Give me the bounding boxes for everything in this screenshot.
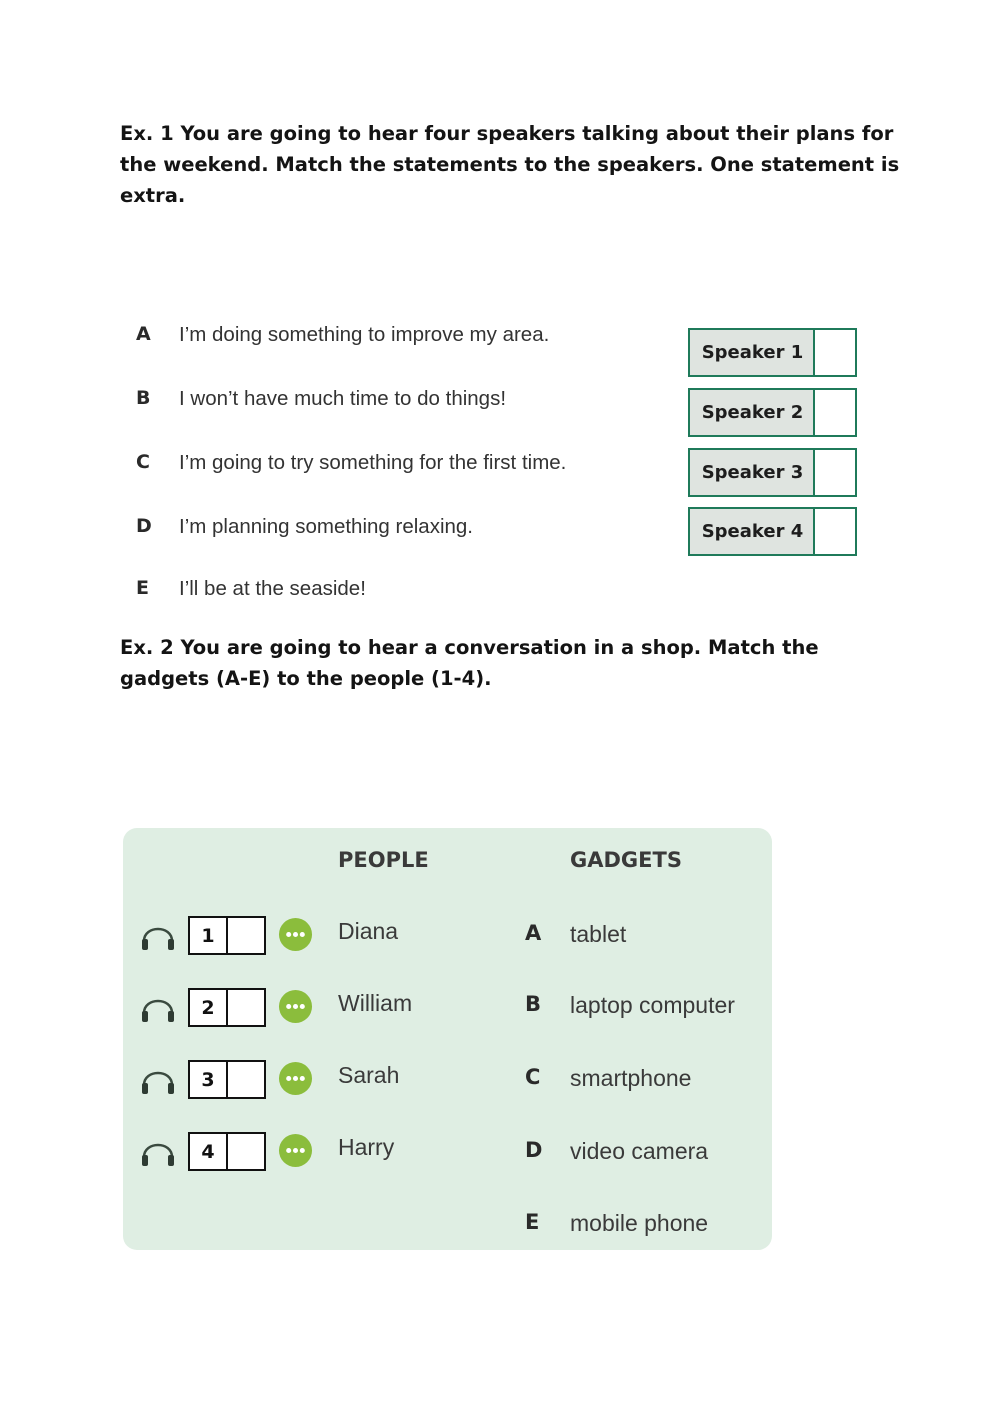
answer-box[interactable]: [188, 1060, 266, 1099]
gadgets-header: GADGETS: [570, 848, 682, 872]
gadget-row-b: [525, 990, 765, 1026]
answer-box[interactable]: [188, 1132, 266, 1171]
speaker-label: Speaker 2: [688, 388, 815, 437]
statement-letter: D: [136, 515, 152, 537]
gadget-letter: D: [525, 1138, 543, 1162]
gadget-text: smartphone: [570, 1065, 692, 1091]
speaker-2-row: [688, 388, 859, 437]
people-header: PEOPLE: [338, 848, 429, 872]
speaker-label: Speaker 4: [688, 507, 815, 556]
gadget-letter: C: [525, 1065, 541, 1089]
speaker-1-row: [688, 328, 859, 377]
statement-e: [136, 577, 656, 607]
statement-letter: C: [136, 451, 150, 473]
speech-bubble-icon: [278, 1133, 313, 1168]
gadget-text: video camera: [570, 1138, 709, 1164]
speaker-label: Speaker 1: [688, 328, 815, 377]
statement-text: I’m planning something relaxing.: [179, 515, 473, 538]
gadget-text: laptop computer: [570, 992, 735, 1018]
statement-b: [136, 387, 656, 417]
headphones-icon[interactable]: [138, 1059, 178, 1099]
statement-letter: A: [136, 323, 151, 345]
headphones-icon[interactable]: [138, 915, 178, 955]
speaker-label: Speaker 3: [688, 448, 815, 497]
person-name: Diana: [338, 918, 399, 944]
ex2-instruction: Ex. 2 You are going to hear a conversation in a shop. Match the gadgets (A-E) to the people (1-4).: [120, 636, 819, 690]
person-number: 2: [190, 990, 228, 1025]
person-row-3: [138, 1057, 458, 1099]
statement-text: I won’t have much time to do things!: [179, 387, 507, 410]
speech-bubble-icon: [278, 917, 313, 952]
statement-letter: E: [136, 577, 149, 599]
person-name: William: [338, 990, 413, 1016]
speaker-4-row: [688, 507, 859, 556]
person-number: 1: [190, 918, 228, 953]
person-row-4: [138, 1129, 458, 1171]
gadget-row-a: [525, 919, 765, 955]
matching-panel: [123, 828, 772, 1250]
headphones-icon[interactable]: [138, 1131, 178, 1171]
person-name: Sarah: [338, 1062, 400, 1088]
gadget-row-e: [525, 1208, 765, 1244]
person-name: Harry: [338, 1134, 395, 1160]
speaker-3-row: [688, 448, 859, 497]
gadget-text: tablet: [570, 921, 627, 947]
statement-c: [136, 451, 656, 481]
statement-text: I’ll be at the seaside!: [179, 577, 366, 600]
statement-text: I’m doing something to improve my area.: [179, 323, 550, 346]
speech-bubble-icon: [278, 1061, 313, 1096]
gadget-letter: A: [525, 921, 542, 945]
statement-text: I’m going to try something for the first time.: [179, 451, 567, 474]
statement-d: [136, 515, 656, 545]
person-number: 4: [190, 1134, 228, 1169]
headphones-icon[interactable]: [138, 987, 178, 1027]
gadget-row-c: [525, 1063, 765, 1099]
statement-a: [136, 323, 656, 353]
speaker-4-answer-box[interactable]: [813, 507, 857, 556]
gadget-letter: E: [525, 1210, 540, 1234]
statement-letter: B: [136, 387, 151, 409]
gadget-letter: B: [525, 992, 542, 1016]
person-row-2: [138, 985, 458, 1027]
answer-box[interactable]: [188, 988, 266, 1027]
person-number: 3: [190, 1062, 228, 1097]
speech-bubble-icon: [278, 989, 313, 1024]
person-row-1: [138, 913, 458, 955]
gadget-row-d: [525, 1136, 765, 1172]
speaker-2-answer-box[interactable]: [813, 388, 857, 437]
ex1-instruction: Ex. 1 You are going to hear four speakers talking about their plans for the weekend. Match the statements to the speakers. One statement is extra.: [120, 122, 900, 207]
answer-box[interactable]: [188, 916, 266, 955]
speaker-1-answer-box[interactable]: [813, 328, 857, 377]
gadget-text: mobile phone: [570, 1210, 709, 1236]
speaker-3-answer-box[interactable]: [813, 448, 857, 497]
